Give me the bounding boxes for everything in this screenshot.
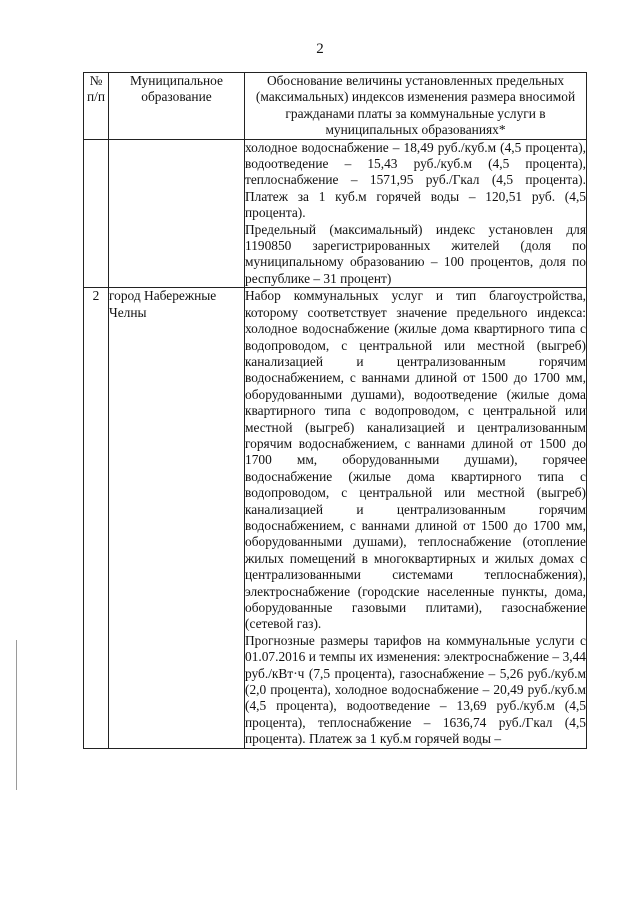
justification-paragraph: Предельный (максимальный) индекс установлен для 1190850 зарегистрированных жителей (доля по муниципальному образованию – 100 процентов, доля по республике – 31 процент)	[245, 221, 586, 286]
header-number: № п/п	[84, 73, 109, 140]
justification-paragraph: Набор коммунальных услуг и тип благоустройства, которому соответствует значение предельного индекса: холодное водоснабжение (жилые дома квартирного типа с водопроводом, с центральной или местной (выгреб) канализацией и централизованным горячим водоснабжением, с ваннами длиной от 1500 до 1700 мм, оборудованными душами), водоотведение (жилые дома квартирного типа с водопроводом, с центральной или местной (выгреб) канализацией и централизованным горячим водоснабжением, с ваннами длиной от 1500 до 1700 мм, оборудованными душами), горячее водоснабжение (жилые дома квартирного типа с водопроводом, с центральной или местной (выгреб) канализацией и централизованным горячим водоснабжением, с ваннами длиной от 1500 до 1700 мм, оборудованными душами), теплоснабжение (отопление жилых помещений в многоквартирных и жилых домах с централизованными системами теплоснабжения), электроснабжение (городские населенные пункты, дома, оборудованные газовыми плитами), газоснабжение (сетевой газ).	[245, 288, 586, 632]
table-row	[84, 288, 587, 748]
header-justification: Обоснование величины установленных предельных (максимальных) индексов изменения размера вносимой гражданами платы за коммунальные услуги в муниципальных образованиях*	[245, 73, 587, 140]
row-justification	[245, 288, 587, 748]
header-municipality: Муниципальное образование	[109, 73, 245, 140]
scan-margin-line	[16, 640, 17, 790]
row-number: 2	[84, 288, 109, 748]
justification-paragraph: Прогнозные размеры тарифов на коммунальные услуги с 01.07.2016 и темпы их изменения: электроснабжение – 3,44 руб./кВт·ч (7,5 процента), газоснабжение – 5,26 руб./куб.м (2,0 процента), холодное водоснабжение – 20,49 руб./куб.м (4,5 процента), водоотведение – 13,69 руб./куб.м (4,5 процента), теплоснабжение – 1636,74 руб./Гкал (4,5 процента). Платеж за 1 куб.м горячей воды –	[245, 632, 586, 747]
row-number	[84, 139, 109, 288]
row-municipality	[109, 139, 245, 288]
tariff-index-table	[83, 72, 587, 749]
justification-paragraph: холодное водоснабжение – 18,49 руб./куб.м (4,5 процента), водоотведение – 15,43 руб./куб.м (4,5 процента), теплоснабжение – 1571,95 руб./Гкал (4,5 процента). Платеж за 1 куб.м горячей воды – 120,51 руб. (4,5 процента).	[245, 139, 586, 221]
table-row	[84, 139, 587, 288]
row-justification	[245, 139, 587, 288]
row-municipality: город Набережные Челны	[109, 288, 245, 748]
table-header-row	[84, 73, 587, 140]
page-number: 2	[316, 41, 324, 57]
